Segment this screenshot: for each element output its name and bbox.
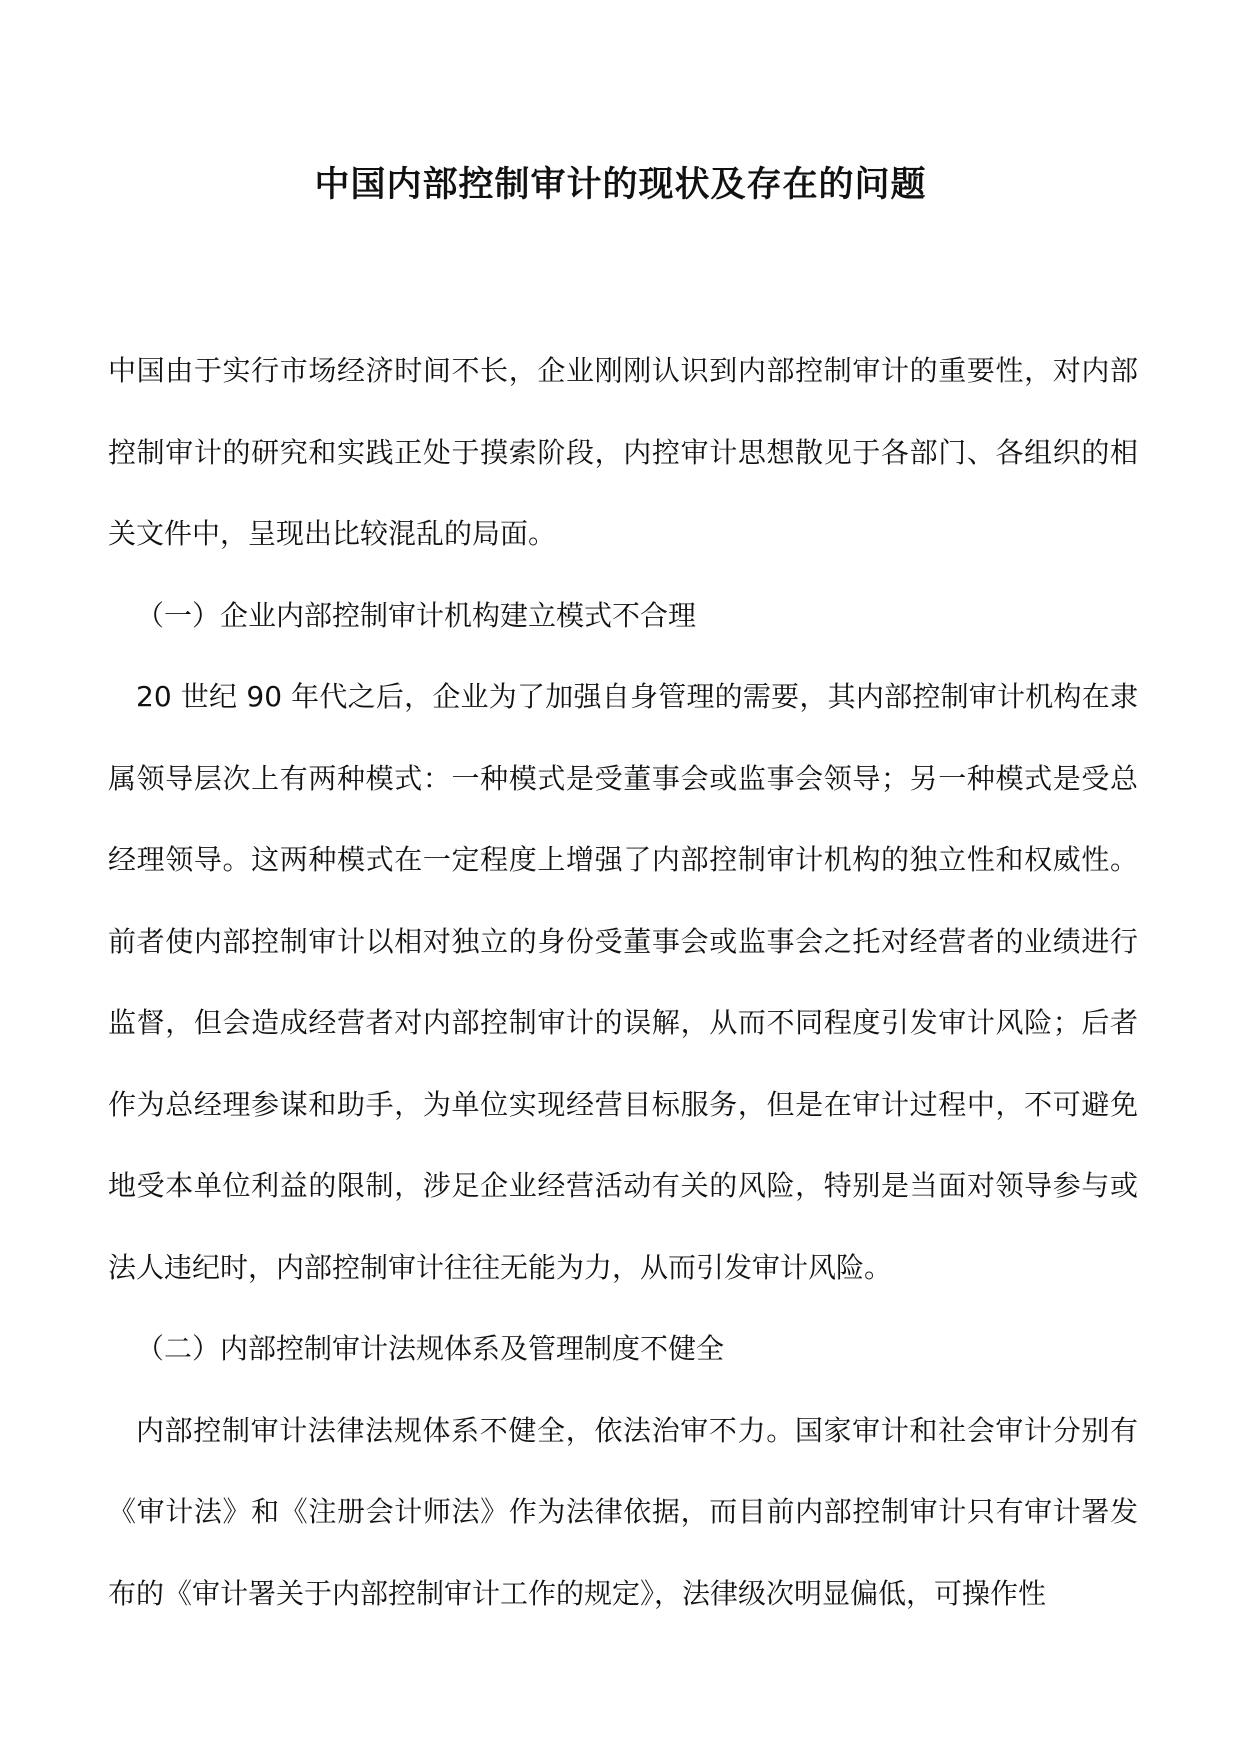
section-heading-1: （一）企业内部控制审计机构建立模式不合理	[136, 598, 697, 632]
paragraph-intro: 中国由于实行市场经济时间不长，企业刚刚认识到内部控制审计的重要性，对内部控制审计的研究和实践正处于摸索阶段，内控审计思想散见于各部门、各组织的相关文件中，呈现出比较混乱的局面。	[108, 354, 1138, 550]
section-heading-2: （二）内部控制审计法规体系及管理制度不健全	[136, 1332, 725, 1365]
paragraph-section-1: 20 世纪 90 年代之后，企业为了加强自身管理的需要，其内部控制审计机构在隶属领导层次上有两种模式：一种模式是受董事会或监事会领导；另一种模式是受总经理领导。这两种模式在一定程度上增强了内部控制审计机构的独立性和权威性。前者使内部控制审计以相对独立的身份受董事会或监事会之托对经营者的业绩进行监督，但会造成经营者对内部控制审计的误解，从而不同程度引发审计风险；后者作为总经理参谋和助手，为单位实现经营目标服务，但是在审计过程中，不可避免地受本单位利益的限制，涉足企业经营活动有关的风险，特别是当面对领导参与或法人违纪时，内部控制审计往往无能为力，从而引发审计风险。	[108, 680, 1138, 1284]
paragraph-section-2: 内部控制审计法律法规体系不健全，依法治审不力。国家审计和社会审计分别有《审计法》和《注册会计师法》作为法律依据，而目前内部控制审计只有审计署发布的《审计署关于内部控制审计工作的规定》，法律级次明显偏低，可操作性	[108, 1413, 1138, 1610]
document-body	[108, 330, 1138, 1634]
document-title: 中国内部控制审计的现状及存在的问题	[314, 164, 927, 205]
